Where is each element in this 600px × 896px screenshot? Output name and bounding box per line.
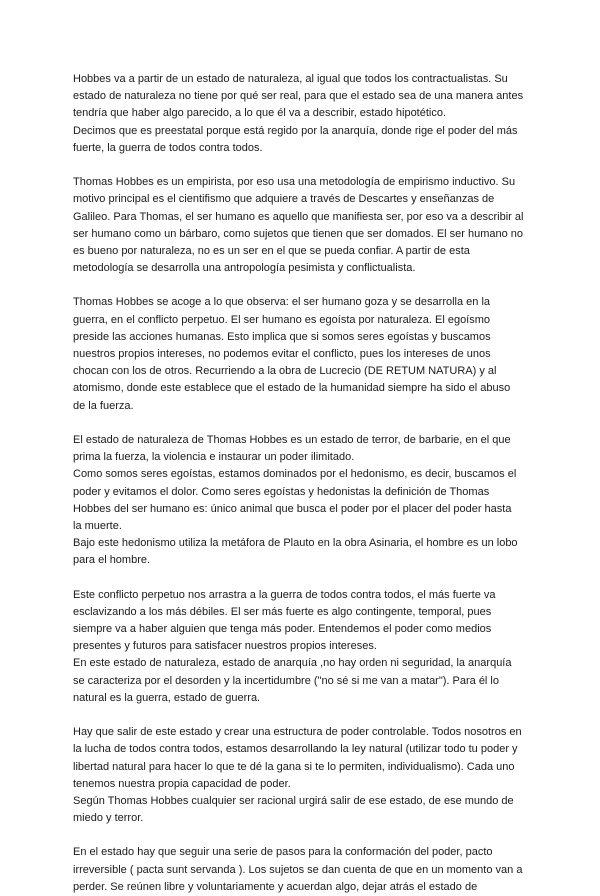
paragraph: [73, 587, 531, 707]
text-line: para el hombre.: [73, 554, 151, 567]
text-line: fuerte, la guerra de todos contra todos.: [73, 141, 263, 154]
text-line: natural es la guerra, estado de guerra.: [73, 691, 261, 704]
text-line: tendría que haber algo parecido, a lo que él va a describir, estado hipotético.: [73, 107, 447, 120]
text-line: siempre va a haber alguien que tenga más poder. Entendemos el poder como medios: [73, 623, 492, 635]
text-line: poder y evitamos el dolor. Como seres egoístas y hedonistas la definición de Thomas: [73, 485, 490, 498]
text-line: irreversible ( pacta sunt servanda ). Los sujetos se dan cuenta de que en un momento van a: [73, 863, 523, 876]
text-line: Como somos seres egoístas, estamos dominados por el hedonismo, es decir, buscamos el: [73, 468, 517, 481]
paragraph: [73, 174, 531, 277]
text-line: ser humano como un bárbaro, como sujetos que tienen que ser domados. El ser humano no: [73, 227, 524, 240]
text-line: chocan con los de otros. Recurriendo a la obra de Lucrecio (DE RETUM NATURA) y al: [73, 365, 497, 378]
paragraph: [73, 294, 531, 414]
paragraph: [73, 71, 531, 157]
text-line: Thomas Hobbes se acoge a lo que observa: el ser humano goza y se desarrolla en la: [73, 296, 491, 309]
text-line: la muerte.: [73, 519, 122, 532]
paragraph-spacer: [73, 277, 531, 294]
text-line: Galileo. Para Thomas, el ser humano es aquello que manifiesta ser, por eso va a describir al: [73, 210, 524, 223]
paragraph-spacer: [73, 157, 531, 174]
paragraph: [73, 844, 531, 896]
paragraph-spacer: [73, 415, 531, 432]
paragraph-spacer: [73, 707, 531, 724]
paragraph-spacer: [73, 569, 531, 586]
paragraph-spacer: [73, 827, 531, 844]
text-line: Hobbes del ser humano es: único animal que busca el poder por el placer del poder hasta: [73, 502, 512, 515]
text-line: Este conflicto perpetuo nos arrastra a la guerra de todos contra todos, el más fuerte va: [73, 588, 496, 601]
text-line: En el estado hay que seguir una serie de pasos para la conformación del poder, pacto: [73, 846, 493, 859]
text-line: de la fuerza.: [73, 399, 134, 412]
text-line: la lucha de todos contra todos, estamos desarrollando la ley natural (utilizar todo tu poder y: [73, 743, 518, 756]
text-line: Decimos que es preestatal porque está regido por la anarquía, donde rige el poder del más: [73, 124, 518, 137]
text-line: Bajo este hedonismo utiliza la metáfora de Plauto en la obra Asinaria, el hombre es un lobo: [73, 537, 518, 550]
text-line: perder. Se reúnen libre y voluntariamente y acuerdan algo, dejar atrás el estado de: [73, 880, 478, 893]
text-line: atomismo, donde este establece que el estado de la humanidad siempre ha sido el abuso: [73, 382, 511, 395]
text-line: Según Thomas Hobbes cualquier ser racional urgirá salir de ese estado, de ese mundo de: [73, 794, 514, 807]
text-line: Hobbes va a partir de un estado de naturaleza, al igual que todos los contractualistas. Su: [73, 73, 508, 85]
text-line: se caracteriza por el desorden y la incertidumbre ("no sé si me van a matar"). Para él lo: [73, 674, 499, 687]
text-line: es bueno por naturaleza, no es un ser en el que se pueda confiar. A partir de esta: [73, 244, 470, 257]
text-line: nuestros propios intereses, no podemos evitar el conflicto, pues los intereses de unos: [73, 348, 491, 360]
text-line: prima la fuerza, la violencia e instaurar un poder ilimitado.: [73, 451, 355, 464]
text-line: presentes y futuros para satisfacer nuestros propios intereses.: [73, 640, 377, 653]
text-line: En este estado de naturaleza, estado de anarquía ,no hay orden ni seguridad, la anarquía: [73, 657, 512, 670]
text-line: estado de naturaleza no tiene por qué ser real, para que el estado sea de una manera antes: [73, 90, 524, 103]
paragraph: [73, 432, 531, 570]
text-line: Hay que salir de este estado y crear una estructura de poder controlable. Todos nosotros en: [73, 726, 522, 739]
text-line: Thomas Hobbes es un empirista, por eso usa una metodología de empirismo inductivo. Su: [73, 176, 516, 189]
text-line: preside las acciones humanas. Esto implica que si somos seres egoístas y buscamos: [73, 330, 491, 343]
document-body: [73, 71, 531, 896]
text-line: metodología se desarrolla una antropología pesimista y conflictualista.: [73, 262, 416, 275]
text-line: libertad natural para hacer lo que te dé la gana si te lo permiten, individualismo). Cada uno: [73, 760, 515, 773]
text-line: guerra, en el conflicto perpetuo. El ser humano es egoísta por naturaleza. El egoísmo: [73, 313, 491, 326]
text-line: El estado de naturaleza de Thomas Hobbes es un estado de terror, de barbarie, en el que: [73, 433, 511, 446]
text-line: motivo principal es el cientifismo que adquiere a través de Descartes y enseñanzas de: [73, 193, 495, 206]
text-line: miedo y terror.: [73, 812, 144, 825]
text-line: esclavizando a los más débiles. El ser más fuerte es algo contingente, temporal, pues: [73, 605, 492, 618]
paragraph: [73, 724, 531, 827]
text-line: tenemos nuestra propia capacidad de poder.: [73, 777, 291, 790]
